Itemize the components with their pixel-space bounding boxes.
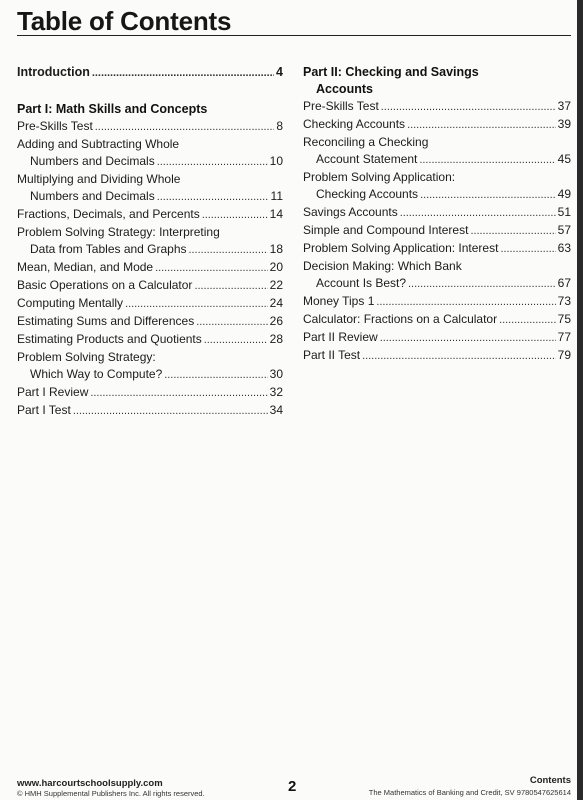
entry-label-line: Reconciling a Checking (303, 135, 429, 149)
right-column (303, 64, 571, 365)
entry-page: 18 (269, 242, 283, 256)
footer-section: Contents (529, 775, 571, 786)
entry-page: 14 (269, 207, 283, 221)
spacer (17, 82, 283, 101)
entry-label: Introduction (17, 65, 90, 79)
left-entries-list (17, 118, 283, 420)
footer-page-number: 2 (288, 778, 297, 795)
entry-page: 49 (557, 187, 571, 201)
entry-label: Fractions, Decimals, and Percents (17, 207, 200, 221)
entry-label: Checking Accounts (316, 187, 419, 201)
part2-heading: Part II: Checking and Savings (303, 65, 479, 79)
toc-entry[interactable] (303, 275, 571, 293)
dot-leader (92, 64, 274, 82)
dot-leader (381, 98, 556, 116)
entry-label: Data from Tables and Graphs (30, 242, 187, 256)
entry-label: Estimating Sums and Differences (17, 314, 195, 328)
entry-page: 11 (270, 189, 283, 203)
entry-page: 20 (269, 260, 283, 274)
dot-leader (73, 402, 268, 420)
toc-entry[interactable] (303, 116, 571, 134)
toc-entry[interactable] (17, 277, 283, 295)
dot-leader (499, 311, 556, 329)
toc-entry[interactable] (303, 347, 571, 365)
entry-label-line: Problem Solving Strategy: Interpreting (17, 225, 220, 239)
toc-entry[interactable] (303, 151, 571, 169)
entry-label: Estimating Products and Quotients (17, 332, 202, 346)
dot-leader (400, 204, 556, 222)
toc-entry-introduction[interactable] (17, 64, 283, 82)
dot-leader (157, 153, 268, 171)
entry-page: 4 (276, 65, 283, 79)
entry-label: Savings Accounts (303, 205, 398, 219)
entry-page: 30 (269, 367, 283, 381)
dot-leader (204, 331, 268, 349)
toc-entry[interactable] (17, 206, 283, 224)
dot-leader (362, 347, 556, 365)
toc-entry[interactable] (17, 188, 283, 206)
entry-label-line: Problem Solving Strategy: (17, 350, 156, 364)
dot-leader (419, 151, 555, 169)
toc-entry[interactable] (303, 293, 571, 311)
toc-entry[interactable] (303, 240, 571, 258)
entry-page: 79 (557, 348, 571, 362)
entry-label: Numbers and Decimals (30, 189, 155, 203)
entry-label: Pre-Skills Test (17, 119, 93, 133)
entry-page: 26 (269, 314, 283, 328)
entry-page: 57 (557, 223, 571, 237)
toc-entry[interactable] (303, 329, 571, 347)
entry-page: 77 (557, 330, 571, 344)
dot-leader (500, 240, 555, 258)
toc-entry[interactable] (17, 295, 283, 313)
toc-entry[interactable] (17, 384, 283, 402)
toc-entry[interactable] (17, 313, 283, 331)
entry-label-line: Adding and Subtracting Whole (17, 137, 180, 151)
footer-url[interactable]: www.harcourtschoolsupply.com (17, 778, 163, 789)
entry-page: 73 (557, 294, 571, 308)
entry-label-line: Decision Making: Which Bank (303, 259, 462, 273)
entry-label: Pre-Skills Test (303, 99, 379, 113)
toc-entry[interactable] (303, 204, 571, 222)
toc-entry[interactable] (303, 186, 571, 204)
entry-label-line: Problem Solving Application: (303, 170, 456, 184)
entry-label: Part I Review (17, 385, 89, 399)
entry-page: 8 (276, 119, 283, 133)
page-title: Table of Contents (17, 6, 232, 36)
entry-page: 28 (269, 332, 283, 346)
toc-entry[interactable] (17, 118, 283, 136)
part2-heading-cont: Accounts (316, 82, 373, 96)
entry-label: Account Statement (316, 152, 418, 166)
toc-entry[interactable] (17, 153, 283, 171)
part1-heading: Part I: Math Skills and Concepts (17, 102, 208, 116)
entry-page: 39 (557, 117, 571, 131)
dot-leader (189, 241, 268, 259)
entry-page: 24 (269, 296, 283, 310)
dot-leader (420, 186, 556, 204)
dot-leader (376, 293, 555, 311)
toc-entry[interactable] (17, 331, 283, 349)
entry-label: Part II Test (303, 348, 361, 362)
dot-leader (155, 259, 268, 277)
entry-page: 34 (269, 403, 283, 417)
entry-page: 67 (557, 276, 571, 290)
entry-page: 75 (557, 312, 571, 326)
toc-entry[interactable] (303, 222, 571, 240)
footer-copyright: © HMH Supplemental Publishers Inc. All rights reserved. (17, 789, 205, 798)
dot-leader (164, 366, 267, 384)
entry-page: 22 (269, 278, 283, 292)
dot-leader (90, 384, 267, 402)
dot-leader (470, 222, 555, 240)
scan-edge (577, 0, 583, 800)
entry-label-line: Multiplying and Dividing Whole (17, 172, 181, 186)
dot-leader (157, 188, 269, 206)
entry-page: 32 (269, 385, 283, 399)
entry-label: Part I Test (17, 403, 71, 417)
toc-entry[interactable] (303, 311, 571, 329)
dot-leader (194, 277, 267, 295)
toc-entry[interactable] (17, 402, 283, 420)
dot-leader (125, 295, 268, 313)
right-entries-list (303, 98, 571, 365)
title-rule (17, 35, 571, 36)
entry-page: 37 (557, 99, 571, 113)
dot-leader (408, 275, 556, 293)
entry-label: Problem Solving Application: Interest (303, 241, 499, 255)
left-column (17, 64, 283, 420)
dot-leader (196, 313, 267, 331)
entry-label: Simple and Compound Interest (303, 223, 469, 237)
dot-leader (380, 329, 556, 347)
dot-leader (95, 118, 275, 136)
entry-label: Checking Accounts (303, 117, 406, 131)
dot-leader (202, 206, 268, 224)
entry-label: Mean, Median, and Mode (17, 260, 154, 274)
footer-book-title: The Mathematics of Banking and Credit, SV 9780547625614 (368, 788, 571, 797)
entry-page: 51 (557, 205, 571, 219)
entry-label: Part II Review (303, 330, 378, 344)
toc-entry[interactable] (17, 259, 283, 277)
entry-page: 45 (557, 152, 571, 166)
entry-label: Basic Operations on a Calculator (17, 278, 193, 292)
entry-page: 10 (269, 154, 283, 168)
entry-label: Computing Mentally (17, 296, 124, 310)
entry-label: Money Tips 1 (303, 294, 375, 308)
entry-label: Which Way to Compute? (30, 367, 163, 381)
entry-label: Numbers and Decimals (30, 154, 155, 168)
entry-label: Account Is Best? (316, 276, 407, 290)
entry-page: 63 (557, 241, 571, 255)
dot-leader (407, 116, 556, 134)
toc-entry[interactable] (17, 241, 283, 259)
entry-label: Calculator: Fractions on a Calculator (303, 312, 498, 326)
toc-entry[interactable] (17, 366, 283, 384)
toc-entry[interactable] (303, 98, 571, 116)
